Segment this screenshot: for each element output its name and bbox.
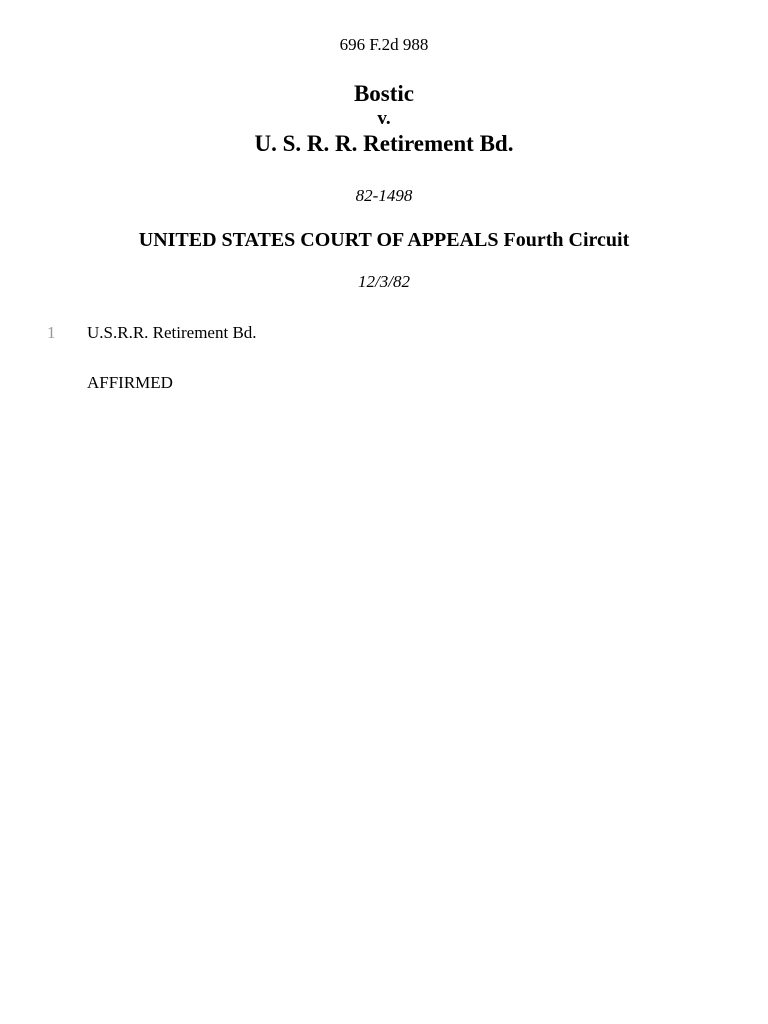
case-citation: 696 F.2d 988 <box>339 35 429 54</box>
paragraph-number: 1 <box>47 323 56 342</box>
party-name-appellant: Bostic <box>353 81 415 106</box>
case-caption <box>0 80 768 158</box>
court-name: UNITED STATES COURT OF APPEALS Fourth Circuit <box>138 229 630 251</box>
decision-date: 12/3/82 <box>358 272 410 291</box>
party-name-appellee: U. S. R. R. Retirement Bd. <box>254 131 514 156</box>
versus-label: v. <box>377 108 391 129</box>
docket-number: 82-1498 <box>355 186 413 205</box>
disposition-text: AFFIRMED <box>87 373 173 392</box>
paragraph-text: U.S.R.R. Retirement Bd. <box>87 323 257 342</box>
